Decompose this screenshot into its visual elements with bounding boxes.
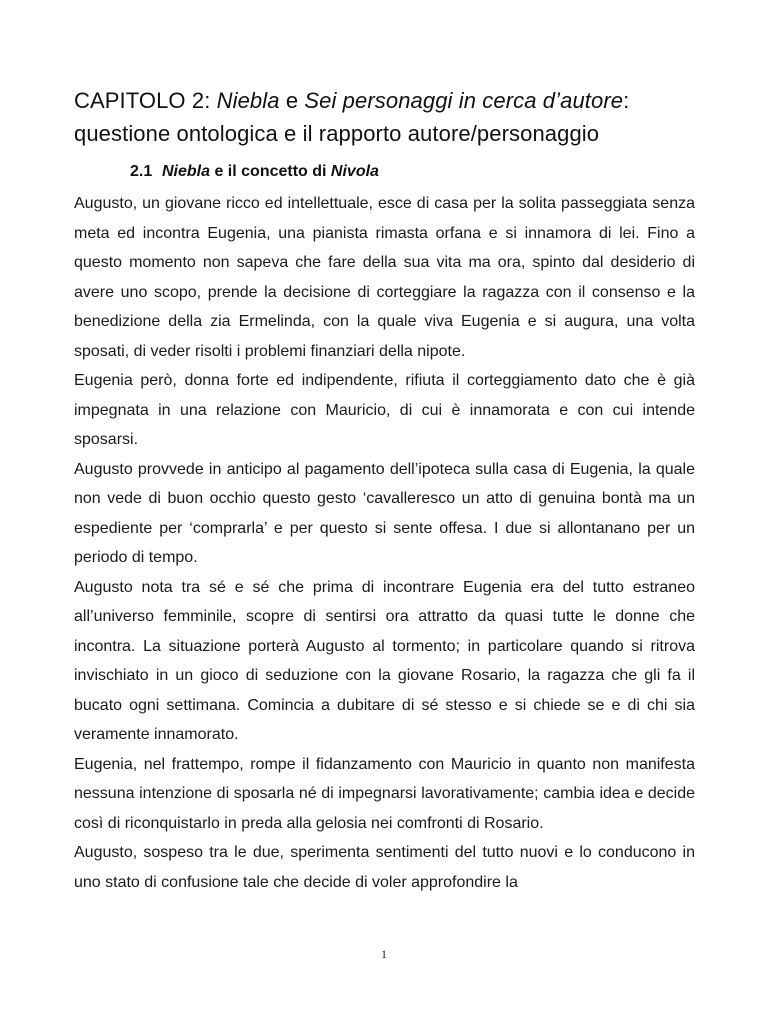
section-italic-niebla: Niebla	[162, 163, 211, 180]
paragraph: Augusto nota tra sé e sé che prima di incontrare Eugenia era del tutto estraneo all’universo femminile, scopre di sentirsi ora attratto da quasi tutte le donne che incontra. La situazione porterà Augusto al tormento; in particolare quando si ritrova invischiato in un gioco di seduzione con la giovane Rosario, la ragazza che gli fa il bucato ogni settimana. Comincia a dubitare di sé stesso e si chiede se e di chi sia veramente innamorato.	[74, 578, 695, 743]
chapter-label: CAPITOLO 2:	[74, 88, 217, 113]
chapter-title-join: e	[279, 88, 305, 113]
paragraph: Eugenia, nel frattempo, rompe il fidanzamento con Mauricio in quanto non manifesta nessuna intenzione di sposarla né di impegnarsi lavorativamente; cambia idea e decide così di riconquistarlo in preda alla gelosia nei comfronti di Rosario.	[74, 755, 695, 832]
page-number: 1	[381, 947, 387, 961]
chapter-subtitle: questione ontologica e il rapporto autore/personaggio	[74, 121, 600, 146]
section-italic-nivola: Nivola	[330, 163, 379, 180]
paragraph: Augusto, sospeso tra le due, sperimenta sentimenti del tutto nuovi e lo conducono in uno stato di confusione tale che decide di voler approfondire la	[74, 844, 695, 891]
paragraph: Eugenia però, donna forte ed indipendente, rifiuta il corteggiamento dato che è già impegnata in una relazione con Mauricio, di cui è innamorata e con cui intende sposarsi.	[74, 372, 695, 448]
chapter-title	[74, 84, 704, 150]
chapter-title-italic-niebla: Niebla	[216, 88, 280, 113]
chapter-title-italic-sei-personaggi: Sei personaggi in cerca d’autore	[304, 88, 624, 113]
chapter-title-colon: :	[623, 88, 630, 113]
body-text	[74, 189, 695, 897]
section-heading	[130, 160, 379, 184]
paragraph: Augusto provvede in anticipo al pagamento dell’ipoteca sulla casa di Eugenia, la quale non vede di buon occhio questo gesto ‘cavalleresco un atto di genuina bontà ma un espediente per ‘comprarla’ e per questo si sente offesa. I due si allontanano per un periodo di tempo.	[74, 460, 695, 566]
section-number: 2.1	[130, 163, 153, 180]
paragraph: Augusto, un giovane ricco ed intellettuale, esce di casa per la solita passeggiata senza meta ed incontra Eugenia, una pianista rimasta orfana e si innamora di lei. Fino a questo momento non sapeva che fare della sua vita ma ora, spinto dal desiderio di avere uno scopo, prende la decisione di corteggiare la ragazza con il consenso e la benedizione della zia Ermelinda, con la quale viva Eugenia e si augura, una volta sposati, di veder risolti i problemi finanziari della nipote.	[74, 195, 695, 360]
section-middle-text: e il concetto di	[210, 163, 331, 180]
chapter-title-line-1	[74, 84, 704, 117]
